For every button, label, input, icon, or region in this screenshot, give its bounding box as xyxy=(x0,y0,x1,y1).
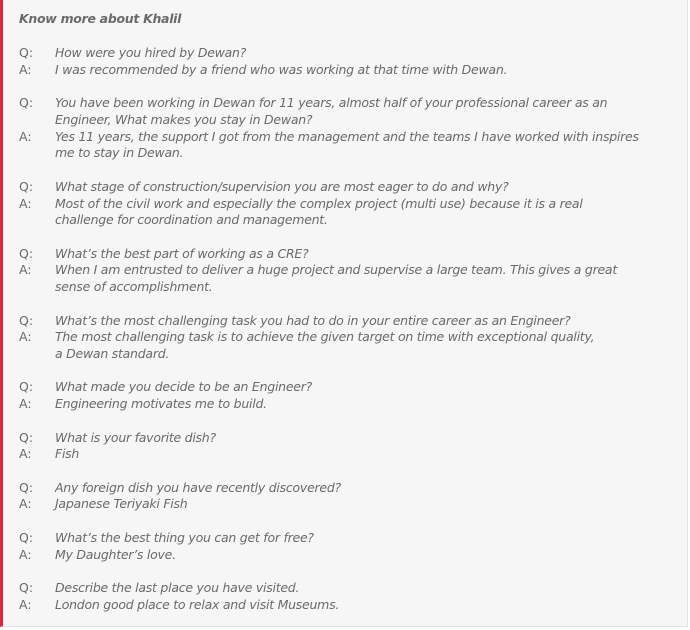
answer-text xyxy=(55,597,669,614)
qa-item xyxy=(19,580,669,614)
text-line: Describe the last place you have visited. xyxy=(55,579,300,595)
answer-label: A: xyxy=(19,596,32,612)
question-row xyxy=(19,45,669,62)
text-line: My Daughter’s love. xyxy=(55,546,176,562)
qa-item xyxy=(19,45,669,79)
qa-item xyxy=(19,95,669,162)
answer-row xyxy=(19,446,669,463)
question-text xyxy=(55,313,669,330)
answer-row xyxy=(19,547,669,564)
text-line: Any foreign dish you have recently discovered? xyxy=(55,479,341,495)
question-row xyxy=(19,430,669,447)
text-line: Japanese Teriyaki Fish xyxy=(55,496,188,512)
question-text xyxy=(55,246,669,263)
answer-text xyxy=(55,129,669,163)
qa-item xyxy=(19,313,669,363)
answer-text xyxy=(55,329,669,363)
answer-row xyxy=(19,262,669,296)
text-line: sense of accomplishment. xyxy=(55,279,213,295)
text-line: Fish xyxy=(55,446,80,462)
question-label: Q: xyxy=(19,95,34,111)
text-line: How were you hired by Dewan? xyxy=(55,45,247,60)
question-label: Q: xyxy=(19,379,34,395)
question-label: Q: xyxy=(19,178,34,194)
question-label: Q: xyxy=(19,245,34,261)
answer-text xyxy=(55,396,669,413)
answer-text xyxy=(55,62,669,79)
answer-text xyxy=(55,446,669,463)
qa-item xyxy=(19,246,669,296)
question-label: Q: xyxy=(19,45,34,60)
qa-list xyxy=(19,45,669,630)
text-line: I was recommended by a friend who was working at that time with Dewan. xyxy=(55,61,508,77)
text-line: Yes 11 years, the support I got from the management and the teams I have worked with inspires xyxy=(55,128,639,144)
answer-label: A: xyxy=(19,329,32,345)
question-text xyxy=(55,379,669,396)
panel-title: Know more about Khalil xyxy=(19,11,182,26)
question-row xyxy=(19,580,669,597)
answer-label: A: xyxy=(19,128,32,144)
question-label: Q: xyxy=(19,579,34,595)
qa-item xyxy=(19,179,669,229)
text-line: You have been working in Dewan for 11 years, almost half of your professional career as an xyxy=(55,95,608,111)
question-text xyxy=(55,95,669,129)
text-line: Engineer, What makes you stay in Dewan? xyxy=(55,111,313,127)
answer-label: A: xyxy=(19,496,32,512)
text-line: Most of the civil work and especially the complex project (multi use) because it is a real xyxy=(55,195,583,211)
answer-row xyxy=(19,329,669,363)
answer-row xyxy=(19,62,669,79)
question-label: Q: xyxy=(19,479,34,495)
text-line: When I am entrusted to deliver a huge project and supervise a large team. This gives a great xyxy=(55,262,617,278)
question-row xyxy=(19,179,669,196)
question-label: Q: xyxy=(19,529,34,545)
text-line: Engineering motivates me to build. xyxy=(55,396,267,412)
answer-row xyxy=(19,129,669,163)
answer-label: A: xyxy=(19,446,32,462)
question-row xyxy=(19,530,669,547)
text-line: What made you decide to be an Engineer? xyxy=(55,379,312,395)
question-row xyxy=(19,246,669,263)
answer-label: A: xyxy=(19,396,32,412)
question-text xyxy=(55,580,669,597)
text-line: The most challenging task is to achieve the given target on time with exceptional quality, xyxy=(55,329,595,345)
answer-text xyxy=(55,496,669,513)
question-text xyxy=(55,179,669,196)
answer-row xyxy=(19,196,669,230)
question-text xyxy=(55,430,669,447)
qa-item xyxy=(19,379,669,413)
text-line: me to stay in Dewan. xyxy=(55,145,184,161)
qa-item xyxy=(19,480,669,514)
text-line: What’s the best part of working as a CRE? xyxy=(55,245,309,261)
qa-item xyxy=(19,430,669,464)
answer-text xyxy=(55,196,669,230)
qa-item xyxy=(19,530,669,564)
question-text xyxy=(55,530,669,547)
text-line: What is your favorite dish? xyxy=(55,429,216,445)
question-row xyxy=(19,379,669,396)
question-text xyxy=(55,480,669,497)
text-line: What’s the best thing you can get for free? xyxy=(55,529,314,545)
text-line: a Dewan standard. xyxy=(55,346,170,362)
question-label: Q: xyxy=(19,429,34,445)
text-line: What’s the most challenging task you had to do in your entire career as an Engineer? xyxy=(55,312,571,328)
answer-label: A: xyxy=(19,546,32,562)
answer-row xyxy=(19,597,669,614)
text-line: London good place to relax and visit Museums. xyxy=(55,596,340,612)
question-row xyxy=(19,480,669,497)
answer-row xyxy=(19,496,669,513)
question-row xyxy=(19,95,669,129)
answer-label: A: xyxy=(19,195,32,211)
question-label: Q: xyxy=(19,312,34,328)
answer-row xyxy=(19,396,669,413)
question-row xyxy=(19,313,669,330)
answer-text xyxy=(55,262,669,296)
text-line: challenge for coordination and management. xyxy=(55,212,328,228)
question-text xyxy=(55,45,669,62)
answer-label: A: xyxy=(19,262,32,278)
answer-text xyxy=(55,547,669,564)
text-line: What stage of construction/supervision you are most eager to do and why? xyxy=(55,178,509,194)
answer-label: A: xyxy=(19,61,32,77)
